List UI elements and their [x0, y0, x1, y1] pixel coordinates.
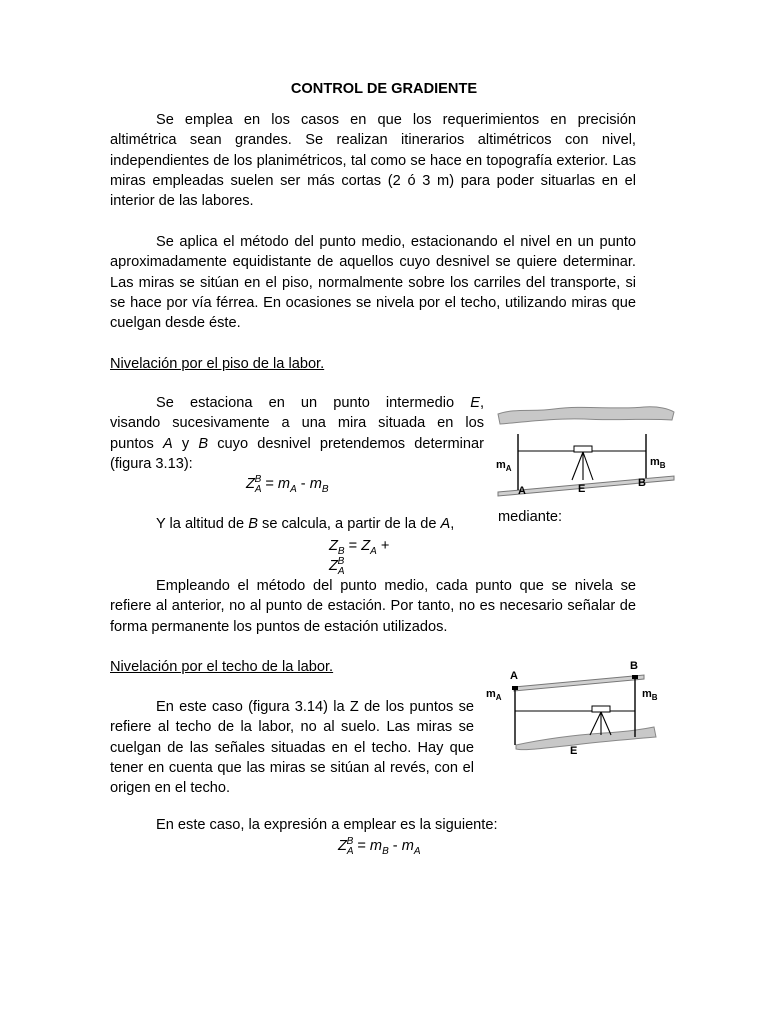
paragraph-3 — [110, 393, 484, 474]
paragraph-4-tail: mediante: — [498, 509, 563, 525]
label-point-e: E — [578, 483, 586, 495]
label-mb: $m_B$ — [650, 456, 666, 470]
page-title: CONTROL DE GRADIENTE — [290, 81, 478, 97]
label-mb: $m_B$ — [642, 688, 658, 702]
paragraph-6: En este caso (figura 3.14) la Z de los puntos se refiere al techo de la labor, no al suelo. Las miras se cuelgan de las señales situadas en el techo. Hay que tener en cuenta que las miras se sitúan al revés, con el origen en el techo. — [110, 699, 474, 797]
level-instrument — [592, 706, 610, 712]
label-point-a: A — [518, 485, 526, 497]
label-ma: $m_A$ — [496, 459, 512, 473]
equation-1: $Z_A^B = m_A - m_B$ — [246, 474, 329, 495]
label-point-a: A — [510, 670, 518, 682]
p3-line-4: (figura 3.13): — [110, 455, 193, 472]
tripod — [572, 452, 593, 480]
paragraph-7: En este caso, la expresión a emplear es la siguiente: — [156, 817, 498, 833]
figure-ceiling-leveling — [484, 659, 676, 757]
paragraph-4: Y la altitud de B se calcula, a partir de la de A, — [156, 516, 455, 532]
p3-line-1: Se estaciona en un punto intermedio E, — [156, 395, 484, 411]
ceiling-mark-b — [632, 675, 638, 679]
equation-2: $Z_B = Z_A + Z_A^B$ — [329, 538, 390, 578]
figure-floor-leveling — [494, 404, 676, 500]
paragraph-2: Se aplica el método del punto medio, estacionando el nivel en un punto aproximadamente equidistante de aquellos cuyo desnivel se quiere determinar. Las miras se sitúan en el piso, normalmente sobre los carriles del transporte, si se hace por vía férrea. En ocasiones se nivela por el techo, utilizando miras que cuelgan desde éste. — [110, 234, 636, 332]
p3-line-2: visando sucesivamente a una mira situada en los — [110, 415, 484, 432]
label-point-b: B — [630, 660, 638, 672]
label-point-e: E — [570, 745, 578, 757]
level-instrument — [574, 446, 592, 452]
label-ma: $m_A$ — [486, 688, 502, 702]
heading-floor-leveling: Nivelación por el piso de la labor. — [110, 356, 325, 372]
paragraph-5: Empleando el método del punto medio, cada punto que se nivela se refiere al anterior, no al punto de estación. Por tanto, no es necesario señalar de forma permanente los puntos de estación utilizados. — [110, 578, 636, 635]
paragraph-1: Se emplea en los casos en que los requerimientos en precisión altimétrica sean grandes. Se realizan itinerarios altimétricos con nivel, independientes de los planimétricos, tal como se hace en topografía exterior. Las miras empleadas suelen ser más cortas (2 ó 3 m) para poder situarlas en el interior de las labores. — [110, 112, 636, 210]
equation-3: $Z_A^B = m_B - m_A$ — [338, 836, 421, 857]
label-point-b: B — [638, 477, 646, 489]
heading-ceiling-leveling: Nivelación por el techo de la labor. — [110, 659, 334, 675]
tripod — [590, 712, 611, 735]
p3-line-3: puntos A y B cuyo desnivel pretendemos determinar — [110, 435, 485, 452]
